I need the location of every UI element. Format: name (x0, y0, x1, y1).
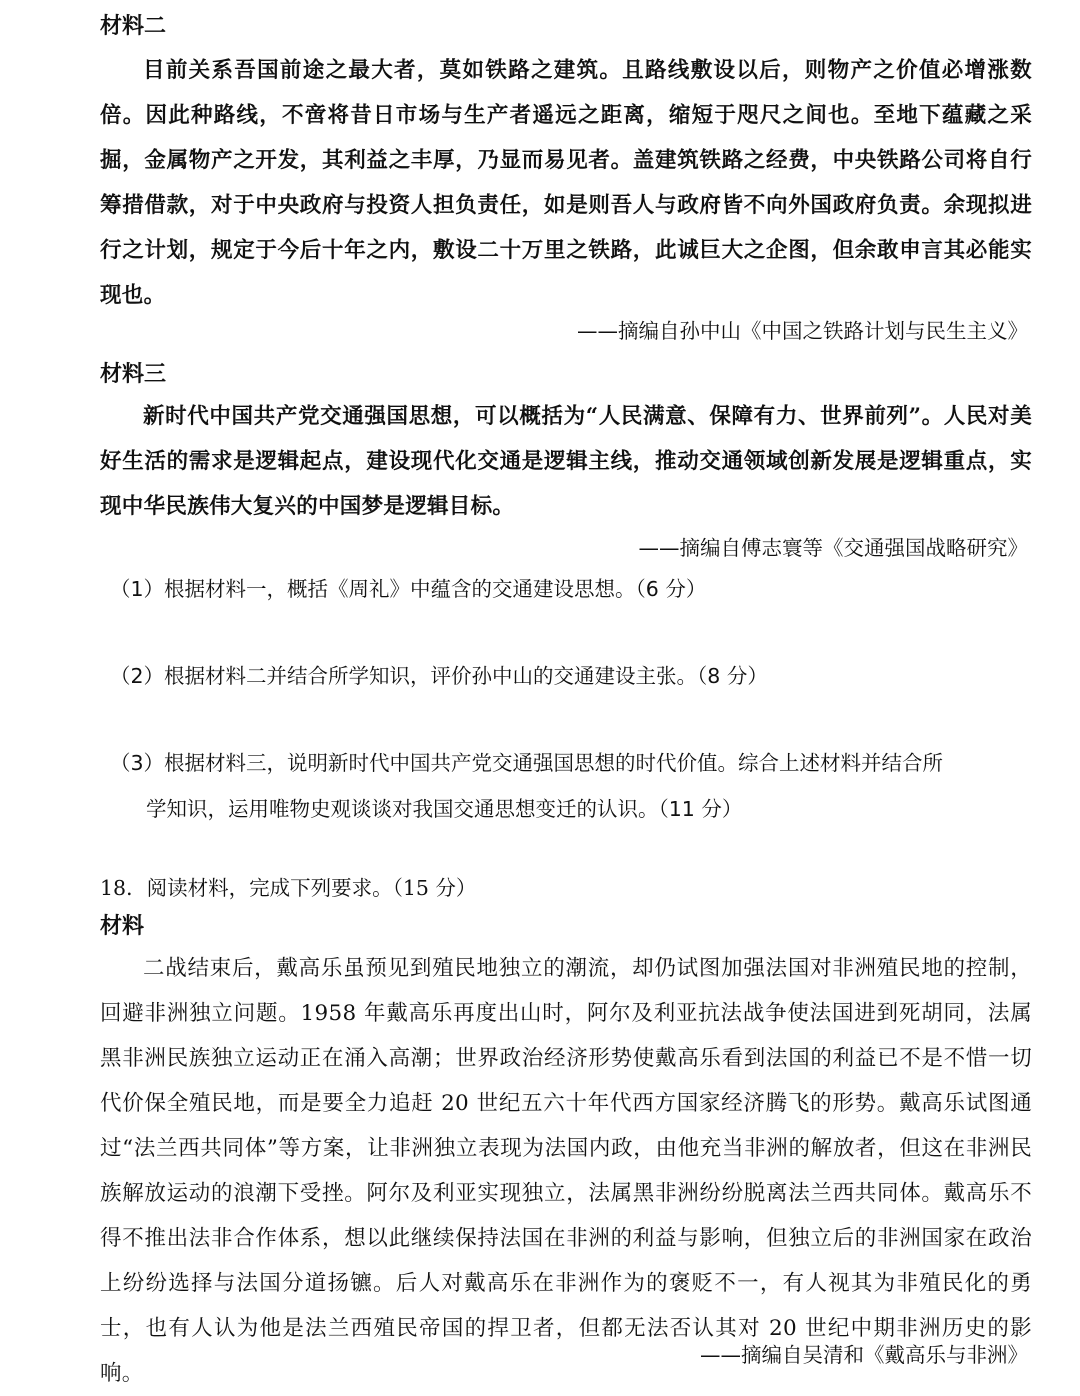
material3-source: ——摘编自傅志寰等《交通强国战略研究》 (638, 536, 1028, 560)
question-18-title: 18．阅读材料，完成下列要求。（15 分） (100, 876, 477, 900)
question-18-source: ——摘编自吴清和《戴高乐与非洲》 (700, 1343, 1028, 1367)
question-18-material-text: 二战结束后，戴高乐虽预见到殖民地独立的潮流，却仍试图加强法国对非洲殖民地的控制，回避非洲独立问题。1958 年戴高乐再度出山时，阿尔及利亚抗法战争使法国进到死胡同，法属黑非洲民族独立运动正在涌入高潮；世界政治经济形势使戴高乐看到法国的利益已不是不惜一切代价保全殖民地，而是要全力追赶 20 世纪五六十年代西方国家经济腾飞的形势。戴高乐试图通过“法兰西共同体”等方案，让非洲独立表现为法国内政，由他充当非洲的解放者，但这在非洲民族解放运动的浪潮下受挫。阿尔及利亚实现独立，法属黑非洲纷纷脱离法兰西共同体。戴高乐不得不推出法非合作体系，想以此继续保持法国在非洲的利益与影响，但独立后的非洲国家在政治上纷纷选择与法国分道扬镳。后人对戴高乐在非洲作为的褒贬不一，有人视其为非殖民化的勇士，也有人认为他是法兰西殖民帝国的捍卫者，但都无法否认其对 20 世纪中期非洲历史的影响。 (100, 956, 1032, 1386)
question-1: （1）根据材料一，概括《周礼》中蕴含的交通建设思想。（6 分） (110, 577, 707, 601)
question-3 (110, 740, 1030, 832)
material2-heading: 材料二 (100, 14, 167, 39)
question-18-material-heading: 材料 (100, 914, 145, 939)
material3-text: 新时代中国共产党交通强国思想，可以概括为“人民满意、保障有力、世界前列”。人民对美好生活的需求是逻辑起点，建设现代化交通是逻辑主线，推动交通领域创新发展是逻辑重点，实现中华民族伟大复兴的中国梦是逻辑目标。 (100, 404, 1032, 519)
question-2: （2）根据材料二并结合所学知识，评价孙中山的交通建设主张。（8 分） (110, 664, 768, 688)
material2-source: ——摘编自孙中山《中国之铁路计划与民生主义》 (577, 319, 1028, 343)
question-3-line1: （3）根据材料三，说明新时代中国共产党交通强国思想的时代价值。综合上述材料并结合所 (110, 751, 944, 775)
material3-heading: 材料三 (100, 362, 167, 387)
material2-text: 目前关系吾国前途之最大者，莫如铁路之建筑。且路线敷设以后，则物产之价值必增涨数倍。因此种路线，不啻将昔日市场与生产者遥远之距离，缩短于咫尺之间也。至地下蕴藏之采掘，金属物产之开发，其利益之丰厚，乃显而易见者。盖建筑铁路之经费，中央铁路公司将自行筹措借款，对于中央政府与投资人担负责任，如是则吾人与政府皆不向外国政府负责。余现拟进行之计划，规定于今后十年之内，敷设二十万里之铁路，此诚巨大之企图，但余敢申言其必能实现也。 (100, 58, 1032, 308)
question-3-line2: 学知识，运用唯物史观谈谈对我国交通思想变迁的认识。（11 分） (146, 797, 743, 821)
